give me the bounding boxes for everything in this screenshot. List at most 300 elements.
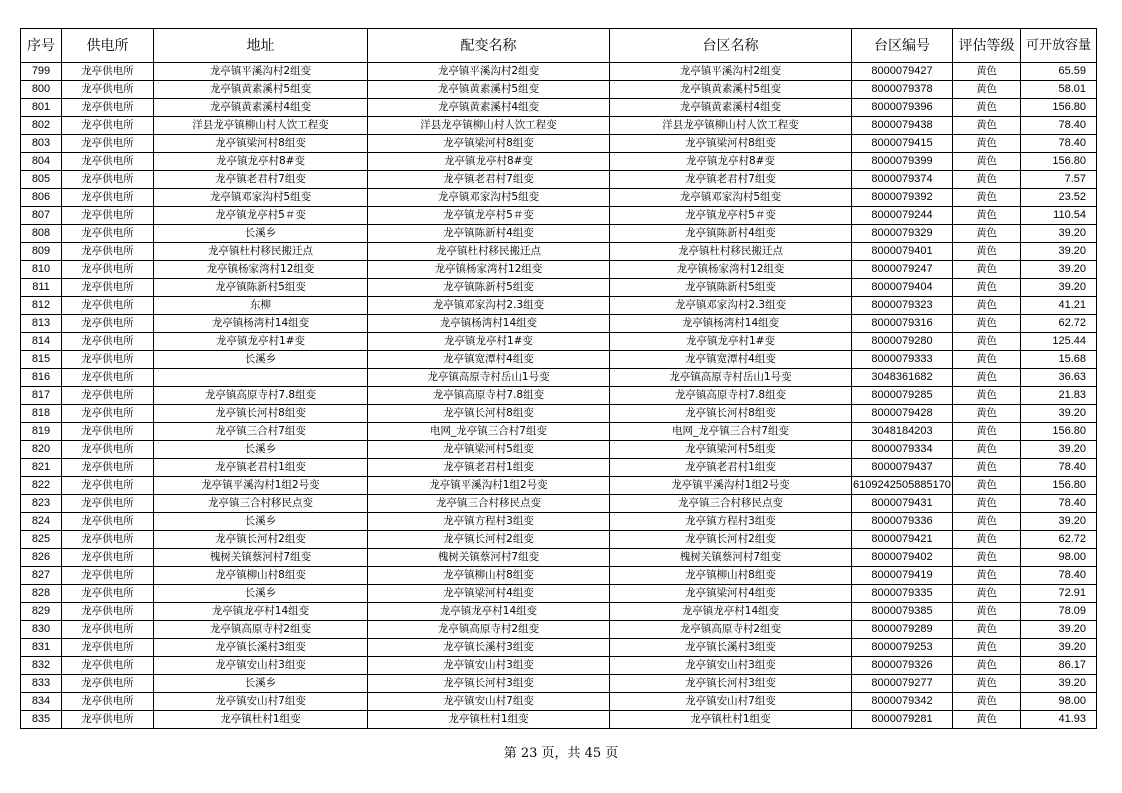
cell-transformer: 龙亭镇梁河村4组变 — [368, 585, 610, 603]
cell-district-code: 8000079427 — [852, 63, 953, 81]
cell-address: 龙亭镇梁河村8组变 — [154, 135, 368, 153]
table-row — [21, 693, 1097, 711]
cell-rating: 黄色 — [953, 711, 1021, 729]
cell-capacity: 62.72 — [1021, 531, 1097, 549]
cell-address: 龙亭镇杜村移民搬迁点 — [154, 243, 368, 261]
cell-index: 819 — [21, 423, 62, 441]
cell-rating: 黄色 — [953, 261, 1021, 279]
cell-capacity: 78.09 — [1021, 603, 1097, 621]
cell-address: 龙亭镇龙亭村14组变 — [154, 603, 368, 621]
cell-transformer: 龙亭镇长河村2组变 — [368, 531, 610, 549]
cell-capacity: 156.80 — [1021, 477, 1097, 495]
cell-district-name: 龙亭镇方程村3组变 — [610, 513, 852, 531]
cell-capacity: 110.54 — [1021, 207, 1097, 225]
cell-transformer: 龙亭镇老君村7组变 — [368, 171, 610, 189]
cell-capacity: 39.20 — [1021, 441, 1097, 459]
cell-capacity: 62.72 — [1021, 315, 1097, 333]
cell-index: 803 — [21, 135, 62, 153]
cell-transformer: 龙亭镇高原寺村2组变 — [368, 621, 610, 639]
cell-district-code: 8000079336 — [852, 513, 953, 531]
cell-index: 821 — [21, 459, 62, 477]
cell-index: 805 — [21, 171, 62, 189]
table-row — [21, 297, 1097, 315]
cell-address: 龙亭镇黄素溪村5组变 — [154, 81, 368, 99]
cell-transformer: 电网_龙亭镇三合村7组变 — [368, 423, 610, 441]
cell-station: 龙亭供电所 — [62, 477, 154, 495]
cell-address: 龙亭镇安山村7组变 — [154, 693, 368, 711]
table-row — [21, 675, 1097, 693]
cell-district-name: 龙亭镇安山村7组变 — [610, 693, 852, 711]
capacity-table — [20, 28, 1097, 729]
cell-station: 龙亭供电所 — [62, 261, 154, 279]
cell-rating: 黄色 — [953, 81, 1021, 99]
cell-station: 龙亭供电所 — [62, 243, 154, 261]
table-row — [21, 243, 1097, 261]
cell-capacity: 78.40 — [1021, 495, 1097, 513]
cell-district-name: 龙亭镇杨湾村14组变 — [610, 315, 852, 333]
cell-index: 827 — [21, 567, 62, 585]
cell-transformer: 龙亭镇安山村3组变 — [368, 657, 610, 675]
header-district-code: 台区编号 — [852, 29, 953, 63]
cell-station: 龙亭供电所 — [62, 207, 154, 225]
cell-capacity: 36.63 — [1021, 369, 1097, 387]
header-address: 地址 — [154, 29, 368, 63]
cell-district-code: 8000079402 — [852, 549, 953, 567]
cell-district-code: 8000079419 — [852, 567, 953, 585]
cell-capacity: 72.91 — [1021, 585, 1097, 603]
cell-address: 龙亭镇高原寺村2组变 — [154, 621, 368, 639]
cell-district-name: 龙亭镇梁河村5组变 — [610, 441, 852, 459]
cell-district-code: 8000079244 — [852, 207, 953, 225]
cell-district-code: 8000079385 — [852, 603, 953, 621]
cell-station: 龙亭供电所 — [62, 369, 154, 387]
cell-index: 829 — [21, 603, 62, 621]
cell-station: 龙亭供电所 — [62, 117, 154, 135]
cell-rating: 黄色 — [953, 171, 1021, 189]
cell-station: 龙亭供电所 — [62, 603, 154, 621]
cell-address: 长溪乡 — [154, 441, 368, 459]
cell-district-code: 8000079438 — [852, 117, 953, 135]
table-row — [21, 369, 1097, 387]
cell-station: 龙亭供电所 — [62, 549, 154, 567]
cell-rating: 黄色 — [953, 675, 1021, 693]
cell-address: 龙亭镇龙亭村1#变 — [154, 333, 368, 351]
cell-index: 824 — [21, 513, 62, 531]
cell-district-code: 3048361682 — [852, 369, 953, 387]
cell-address: 洋县龙亭镇柳山村人饮工程变 — [154, 117, 368, 135]
table-row — [21, 477, 1097, 495]
cell-district-code: 8000079281 — [852, 711, 953, 729]
cell-capacity: 39.20 — [1021, 279, 1097, 297]
cell-rating: 黄色 — [953, 477, 1021, 495]
cell-station: 龙亭供电所 — [62, 63, 154, 81]
cell-index: 828 — [21, 585, 62, 603]
table-row — [21, 405, 1097, 423]
cell-rating: 黄色 — [953, 423, 1021, 441]
cell-transformer: 龙亭镇长河村3组变 — [368, 675, 610, 693]
cell-district-code: 8000079289 — [852, 621, 953, 639]
cell-district-code: 8000079392 — [852, 189, 953, 207]
table-row — [21, 171, 1097, 189]
cell-address: 龙亭镇高原寺村7.8组变 — [154, 387, 368, 405]
cell-district-code: 8000079404 — [852, 279, 953, 297]
cell-district-code: 8000079329 — [852, 225, 953, 243]
cell-index: 817 — [21, 387, 62, 405]
cell-rating: 黄色 — [953, 513, 1021, 531]
cell-rating: 黄色 — [953, 117, 1021, 135]
cell-capacity: 39.20 — [1021, 243, 1097, 261]
cell-district-code: 8000079342 — [852, 693, 953, 711]
table-row — [21, 495, 1097, 513]
cell-index: 799 — [21, 63, 62, 81]
cell-address: 东柳 — [154, 297, 368, 315]
cell-capacity: 15.68 — [1021, 351, 1097, 369]
cell-index: 811 — [21, 279, 62, 297]
header-station: 供电所 — [62, 29, 154, 63]
cell-district-name: 龙亭镇宽潭村4组变 — [610, 351, 852, 369]
cell-district-name: 龙亭镇龙亭村8#变 — [610, 153, 852, 171]
cell-index: 800 — [21, 81, 62, 99]
cell-index: 831 — [21, 639, 62, 657]
cell-address: 龙亭镇三合村7组变 — [154, 423, 368, 441]
cell-capacity: 41.21 — [1021, 297, 1097, 315]
cell-transformer: 龙亭镇安山村7组变 — [368, 693, 610, 711]
cell-rating: 黄色 — [953, 207, 1021, 225]
cell-transformer: 龙亭镇长溪村3组变 — [368, 639, 610, 657]
cell-address: 龙亭镇老君村1组变 — [154, 459, 368, 477]
cell-station: 龙亭供电所 — [62, 387, 154, 405]
cell-transformer: 龙亭镇老君村1组变 — [368, 459, 610, 477]
cell-station: 龙亭供电所 — [62, 153, 154, 171]
cell-transformer: 龙亭镇平溪沟村1组2号变 — [368, 477, 610, 495]
cell-rating: 黄色 — [953, 135, 1021, 153]
cell-index: 832 — [21, 657, 62, 675]
table-row — [21, 621, 1097, 639]
cell-index: 804 — [21, 153, 62, 171]
cell-address: 龙亭镇陈新村5组变 — [154, 279, 368, 297]
cell-station: 龙亭供电所 — [62, 567, 154, 585]
cell-rating: 黄色 — [953, 495, 1021, 513]
table-row — [21, 549, 1097, 567]
cell-station: 龙亭供电所 — [62, 441, 154, 459]
cell-address: 龙亭镇长河村8组变 — [154, 405, 368, 423]
cell-rating: 黄色 — [953, 225, 1021, 243]
cell-capacity: 41.93 — [1021, 711, 1097, 729]
cell-rating: 黄色 — [953, 693, 1021, 711]
cell-rating: 黄色 — [953, 405, 1021, 423]
cell-district-code: 8000079399 — [852, 153, 953, 171]
cell-station: 龙亭供电所 — [62, 135, 154, 153]
cell-rating: 黄色 — [953, 315, 1021, 333]
cell-district-name: 龙亭镇老君村7组变 — [610, 171, 852, 189]
cell-index: 816 — [21, 369, 62, 387]
cell-transformer: 龙亭镇龙亭村14组变 — [368, 603, 610, 621]
cell-station: 龙亭供电所 — [62, 171, 154, 189]
cell-index: 802 — [21, 117, 62, 135]
table-row — [21, 63, 1097, 81]
cell-index: 820 — [21, 441, 62, 459]
header-rating: 评估等级 — [953, 29, 1021, 63]
cell-district-name: 龙亭镇平溪沟村2组变 — [610, 63, 852, 81]
table-row — [21, 567, 1097, 585]
cell-district-code: 8000079247 — [852, 261, 953, 279]
cell-index: 815 — [21, 351, 62, 369]
cell-capacity: 39.20 — [1021, 405, 1097, 423]
cell-index: 807 — [21, 207, 62, 225]
cell-station: 龙亭供电所 — [62, 99, 154, 117]
cell-district-code: 8000079396 — [852, 99, 953, 117]
cell-rating: 黄色 — [953, 441, 1021, 459]
cell-address: 槐树关镇蔡河村7组变 — [154, 549, 368, 567]
cell-district-code: 8000079333 — [852, 351, 953, 369]
cell-address: 龙亭镇三合村移民点变 — [154, 495, 368, 513]
cell-capacity: 39.20 — [1021, 675, 1097, 693]
cell-index: 818 — [21, 405, 62, 423]
cell-station: 龙亭供电所 — [62, 81, 154, 99]
cell-index: 813 — [21, 315, 62, 333]
cell-capacity: 78.40 — [1021, 135, 1097, 153]
table-row — [21, 117, 1097, 135]
table-row — [21, 225, 1097, 243]
cell-capacity: 39.20 — [1021, 621, 1097, 639]
cell-capacity: 7.57 — [1021, 171, 1097, 189]
cell-transformer: 龙亭镇龙亭村8#变 — [368, 153, 610, 171]
cell-district-name: 龙亭镇黄素溪村5组变 — [610, 81, 852, 99]
table-row — [21, 585, 1097, 603]
cell-district-name: 龙亭镇邓家沟村2.3组变 — [610, 297, 852, 315]
cell-capacity: 78.40 — [1021, 567, 1097, 585]
cell-district-name: 龙亭镇陈新村5组变 — [610, 279, 852, 297]
cell-index: 809 — [21, 243, 62, 261]
cell-index: 808 — [21, 225, 62, 243]
cell-transformer: 龙亭镇黄素溪村4组变 — [368, 99, 610, 117]
table-row — [21, 207, 1097, 225]
cell-station: 龙亭供电所 — [62, 297, 154, 315]
cell-address: 长溪乡 — [154, 225, 368, 243]
cell-address: 龙亭镇长溪村3组变 — [154, 639, 368, 657]
cell-district-name: 龙亭镇邓家沟村5组变 — [610, 189, 852, 207]
table-row — [21, 459, 1097, 477]
table-row — [21, 135, 1097, 153]
cell-transformer: 槐树关镇蔡河村7组变 — [368, 549, 610, 567]
cell-district-name: 龙亭镇长河村8组变 — [610, 405, 852, 423]
cell-district-name: 龙亭镇梁河村4组变 — [610, 585, 852, 603]
cell-capacity: 65.59 — [1021, 63, 1097, 81]
cell-address: 龙亭镇杜村1组变 — [154, 711, 368, 729]
cell-station: 龙亭供电所 — [62, 189, 154, 207]
cell-district-name: 龙亭镇高原寺村岳山1号变 — [610, 369, 852, 387]
cell-capacity: 78.40 — [1021, 459, 1097, 477]
cell-station: 龙亭供电所 — [62, 675, 154, 693]
cell-index: 806 — [21, 189, 62, 207]
cell-index: 812 — [21, 297, 62, 315]
cell-capacity: 156.80 — [1021, 153, 1097, 171]
table-row — [21, 387, 1097, 405]
cell-index: 826 — [21, 549, 62, 567]
cell-index: 825 — [21, 531, 62, 549]
cell-district-name: 龙亭镇老君村1组变 — [610, 459, 852, 477]
cell-capacity: 21.83 — [1021, 387, 1097, 405]
cell-capacity: 125.44 — [1021, 333, 1097, 351]
cell-rating: 黄色 — [953, 567, 1021, 585]
cell-district-name: 电网_龙亭镇三合村7组变 — [610, 423, 852, 441]
cell-district-code: 8000079378 — [852, 81, 953, 99]
cell-rating: 黄色 — [953, 621, 1021, 639]
cell-address: 龙亭镇龙亭村5＃变 — [154, 207, 368, 225]
cell-capacity: 98.00 — [1021, 693, 1097, 711]
cell-station: 龙亭供电所 — [62, 711, 154, 729]
cell-capacity: 86.17 — [1021, 657, 1097, 675]
cell-station: 龙亭供电所 — [62, 495, 154, 513]
cell-district-code: 3048184203 — [852, 423, 953, 441]
header-capacity: 可开放容量 — [1021, 29, 1097, 63]
cell-transformer: 龙亭镇高原寺村岳山1号变 — [368, 369, 610, 387]
cell-station: 龙亭供电所 — [62, 405, 154, 423]
cell-address: 龙亭镇平溪沟村1组2号变 — [154, 477, 368, 495]
cell-district-name: 龙亭镇长河村2组变 — [610, 531, 852, 549]
cell-index: 834 — [21, 693, 62, 711]
cell-district-code: 8000079253 — [852, 639, 953, 657]
cell-transformer: 龙亭镇长河村8组变 — [368, 405, 610, 423]
cell-district-code: 8000079316 — [852, 315, 953, 333]
cell-index: 810 — [21, 261, 62, 279]
cell-station: 龙亭供电所 — [62, 279, 154, 297]
cell-station: 龙亭供电所 — [62, 315, 154, 333]
cell-station: 龙亭供电所 — [62, 351, 154, 369]
cell-transformer: 龙亭镇邓家沟村2.3组变 — [368, 297, 610, 315]
cell-district-name: 龙亭镇龙亭村5＃变 — [610, 207, 852, 225]
cell-index: 830 — [21, 621, 62, 639]
cell-rating: 黄色 — [953, 297, 1021, 315]
cell-capacity: 156.80 — [1021, 423, 1097, 441]
cell-station: 龙亭供电所 — [62, 657, 154, 675]
cell-capacity: 156.80 — [1021, 99, 1097, 117]
cell-station: 龙亭供电所 — [62, 639, 154, 657]
cell-rating: 黄色 — [953, 99, 1021, 117]
cell-address: 长溪乡 — [154, 675, 368, 693]
cell-district-code: 8000079437 — [852, 459, 953, 477]
cell-transformer: 龙亭镇平溪沟村2组变 — [368, 63, 610, 81]
cell-station: 龙亭供电所 — [62, 693, 154, 711]
cell-district-name: 洋县龙亭镇柳山村人饮工程变 — [610, 117, 852, 135]
cell-rating: 黄色 — [953, 639, 1021, 657]
table-row — [21, 333, 1097, 351]
cell-index: 814 — [21, 333, 62, 351]
table-row — [21, 441, 1097, 459]
cell-transformer: 龙亭镇陈新村4组变 — [368, 225, 610, 243]
cell-district-code: 8000079326 — [852, 657, 953, 675]
cell-address: 龙亭镇杨家湾村12组变 — [154, 261, 368, 279]
cell-capacity: 98.00 — [1021, 549, 1097, 567]
cell-district-name: 龙亭镇高原寺村7.8组变 — [610, 387, 852, 405]
cell-transformer: 龙亭镇杨湾村14组变 — [368, 315, 610, 333]
cell-district-name: 龙亭镇杜村1组变 — [610, 711, 852, 729]
table-row — [21, 279, 1097, 297]
table-row — [21, 189, 1097, 207]
cell-rating: 黄色 — [953, 63, 1021, 81]
cell-district-name: 龙亭镇梁河村8组变 — [610, 135, 852, 153]
cell-transformer: 龙亭镇三合村移民点变 — [368, 495, 610, 513]
table-row — [21, 261, 1097, 279]
cell-address: 龙亭镇杨湾村14组变 — [154, 315, 368, 333]
cell-address: 长溪乡 — [154, 585, 368, 603]
cell-transformer: 龙亭镇柳山村8组变 — [368, 567, 610, 585]
cell-address: 龙亭镇长河村2组变 — [154, 531, 368, 549]
table-row — [21, 657, 1097, 675]
header-row — [21, 29, 1097, 63]
table-row — [21, 639, 1097, 657]
cell-index: 822 — [21, 477, 62, 495]
cell-district-name: 龙亭镇高原寺村2组变 — [610, 621, 852, 639]
cell-transformer: 龙亭镇高原寺村7.8组变 — [368, 387, 610, 405]
cell-district-name: 龙亭镇杜村移民搬迁点 — [610, 243, 852, 261]
cell-address: 龙亭镇老君村7组变 — [154, 171, 368, 189]
cell-station: 龙亭供电所 — [62, 621, 154, 639]
cell-capacity: 23.52 — [1021, 189, 1097, 207]
cell-district-code: 8000079421 — [852, 531, 953, 549]
cell-district-name: 龙亭镇柳山村8组变 — [610, 567, 852, 585]
table-row — [21, 603, 1097, 621]
cell-transformer: 龙亭镇陈新村5组变 — [368, 279, 610, 297]
cell-address: 龙亭镇安山村3组变 — [154, 657, 368, 675]
cell-address: 龙亭镇柳山村8组变 — [154, 567, 368, 585]
cell-transformer: 龙亭镇杜村1组变 — [368, 711, 610, 729]
cell-district-code: 8000079335 — [852, 585, 953, 603]
cell-transformer: 龙亭镇杨家湾村12组变 — [368, 261, 610, 279]
cell-rating: 黄色 — [953, 333, 1021, 351]
cell-transformer: 洋县龙亭镇柳山村人饮工程变 — [368, 117, 610, 135]
cell-transformer: 龙亭镇邓家沟村5组变 — [368, 189, 610, 207]
cell-station: 龙亭供电所 — [62, 459, 154, 477]
cell-district-name: 龙亭镇陈新村4组变 — [610, 225, 852, 243]
cell-district-name: 龙亭镇长溪村3组变 — [610, 639, 852, 657]
cell-rating: 黄色 — [953, 603, 1021, 621]
cell-transformer: 龙亭镇方程村3组变 — [368, 513, 610, 531]
cell-station: 龙亭供电所 — [62, 585, 154, 603]
cell-rating: 黄色 — [953, 369, 1021, 387]
cell-district-name: 龙亭镇平溪沟村1组2号变 — [610, 477, 852, 495]
cell-district-name: 龙亭镇安山村3组变 — [610, 657, 852, 675]
cell-address: 长溪乡 — [154, 513, 368, 531]
cell-transformer: 龙亭镇杜村移民搬迁点 — [368, 243, 610, 261]
cell-index: 833 — [21, 675, 62, 693]
cell-rating: 黄色 — [953, 351, 1021, 369]
header-index: 序号 — [21, 29, 62, 63]
cell-district-name: 龙亭镇黄素溪村4组变 — [610, 99, 852, 117]
cell-rating: 黄色 — [953, 387, 1021, 405]
cell-station: 龙亭供电所 — [62, 531, 154, 549]
cell-capacity: 58.01 — [1021, 81, 1097, 99]
cell-district-name: 龙亭镇长河村3组变 — [610, 675, 852, 693]
cell-district-name: 龙亭镇龙亭村14组变 — [610, 603, 852, 621]
cell-rating: 黄色 — [953, 531, 1021, 549]
cell-index: 801 — [21, 99, 62, 117]
cell-district-code: 8000079401 — [852, 243, 953, 261]
cell-address: 长溪乡 — [154, 351, 368, 369]
cell-capacity: 39.20 — [1021, 225, 1097, 243]
cell-rating: 黄色 — [953, 279, 1021, 297]
cell-district-name: 龙亭镇三合村移民点变 — [610, 495, 852, 513]
table-row — [21, 531, 1097, 549]
cell-district-code: 8000079323 — [852, 297, 953, 315]
cell-district-code: 8000079428 — [852, 405, 953, 423]
cell-rating: 黄色 — [953, 549, 1021, 567]
cell-transformer: 龙亭镇梁河村5组变 — [368, 441, 610, 459]
cell-district-code: 8000079431 — [852, 495, 953, 513]
cell-transformer: 龙亭镇黄素溪村5组变 — [368, 81, 610, 99]
cell-capacity: 39.20 — [1021, 261, 1097, 279]
cell-transformer: 龙亭镇龙亭村5＃变 — [368, 207, 610, 225]
